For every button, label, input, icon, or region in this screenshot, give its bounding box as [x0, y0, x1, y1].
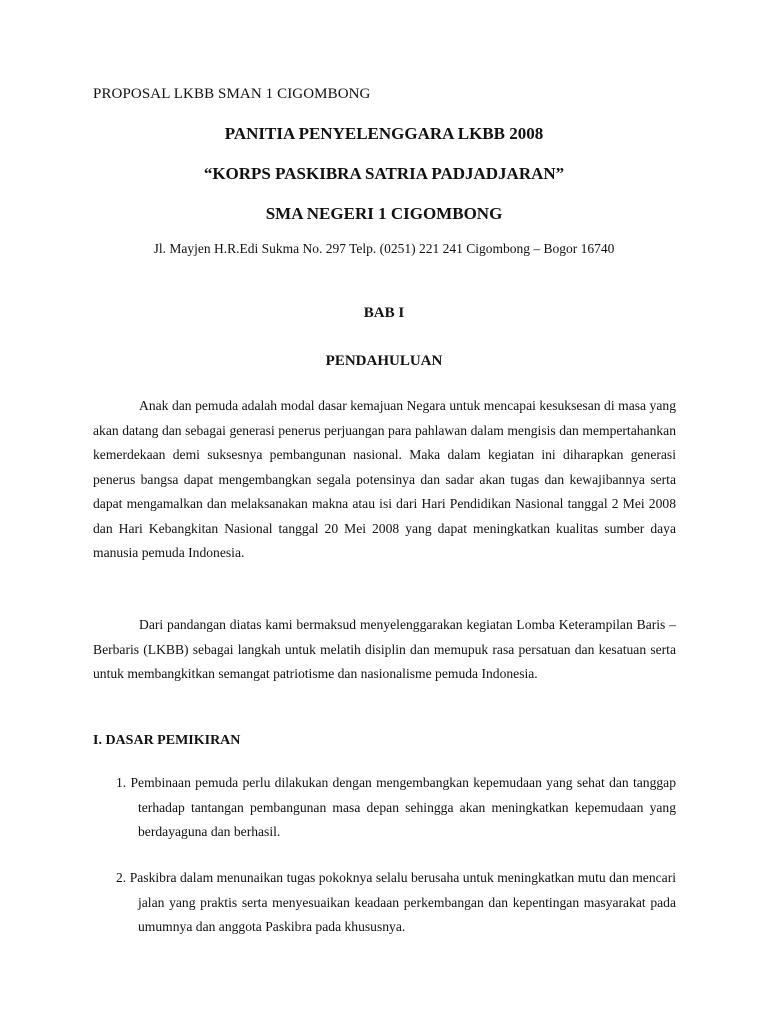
list-item-number: 1.	[116, 775, 127, 790]
list-item	[116, 866, 676, 940]
list-item	[116, 771, 676, 845]
intro-paragraph: Anak dan pemuda adalah modal dasar kemajuan Negara untuk mencapai kesuksesan di masa yang akan datang dan sebagai generasi penerus perjuangan para pahlawan dalam mengisis dan mempertahankan kemerdekaan demi suksesnya pembangunan nasional. Maka dalam kegiatan ini diharapkan generasi penerus bangsa dapat mengembangkan segala potensinya dan sadar akan tugas dan kewajibannya serta dapat mengamalkan dan melaksanakan makna atau isi dari Hari Pendidikan Nasional tanggal 2 Mei 2008 dan Hari Kebangkitan Nasional tanggal 20 Mei 2008 yang dapat meningkatkan kualitas sumber daya manusia pemuda Indonesia.	[93, 398, 676, 560]
committee-title: PANITIA PENYELENGGARA LKBB 2008	[224, 124, 544, 143]
school-title: SMA NEGERI 1 CIGOMBONG	[265, 204, 503, 223]
document-header: PROPOSAL LKBB SMAN 1 CIGOMBONG	[93, 86, 371, 102]
list-item-text: Paskibra dalam menunaikan tugas pokoknya selalu berusaha untuk meningkatkan mutu dan mencari jalan yang praktis serta menyesuaikan keadaan perkembangan dan kepentingan masyarakat pada umumnya dan anggota Paskibra pada khususnya.	[129, 870, 676, 934]
list-item-content	[116, 771, 676, 845]
purpose-paragraph: Dari pandangan diatas kami bermaksud menyelenggarakan kegiatan Lomba Keterampilan Baris – Berbaris (LKBB) sebagai langkah untuk melatih disiplin dan memupuk rasa persatuan dan kesatuan serta untuk membangkitkan semangat patriotisme dan nasionalisme pemuda Indonesia.	[93, 617, 676, 681]
chapter-title: PENDAHULUAN	[325, 353, 443, 369]
corps-title: “KORPS PASKIBRA SATRIA PADJADJARAN”	[203, 164, 565, 183]
list-item-number: 2.	[116, 870, 127, 885]
school-address: Jl. Mayjen H.R.Edi Sukma No. 297 Telp. (0251) 221 241 Cigombong – Bogor 16740	[153, 241, 615, 256]
list-item-text: Pembinaan pemuda perlu dilakukan dengan mengembangkan kepemudaan yang sehat dan tanggap terhadap tantangan pembangunan masa depan sehingga akan meningkatkan kepemudaan yang berdayaguna dan berhasil.	[130, 775, 676, 839]
chapter-number: BAB I	[363, 305, 405, 321]
section-heading: I. DASAR PEMIKIRAN	[93, 733, 241, 748]
list-item-content	[116, 866, 676, 940]
